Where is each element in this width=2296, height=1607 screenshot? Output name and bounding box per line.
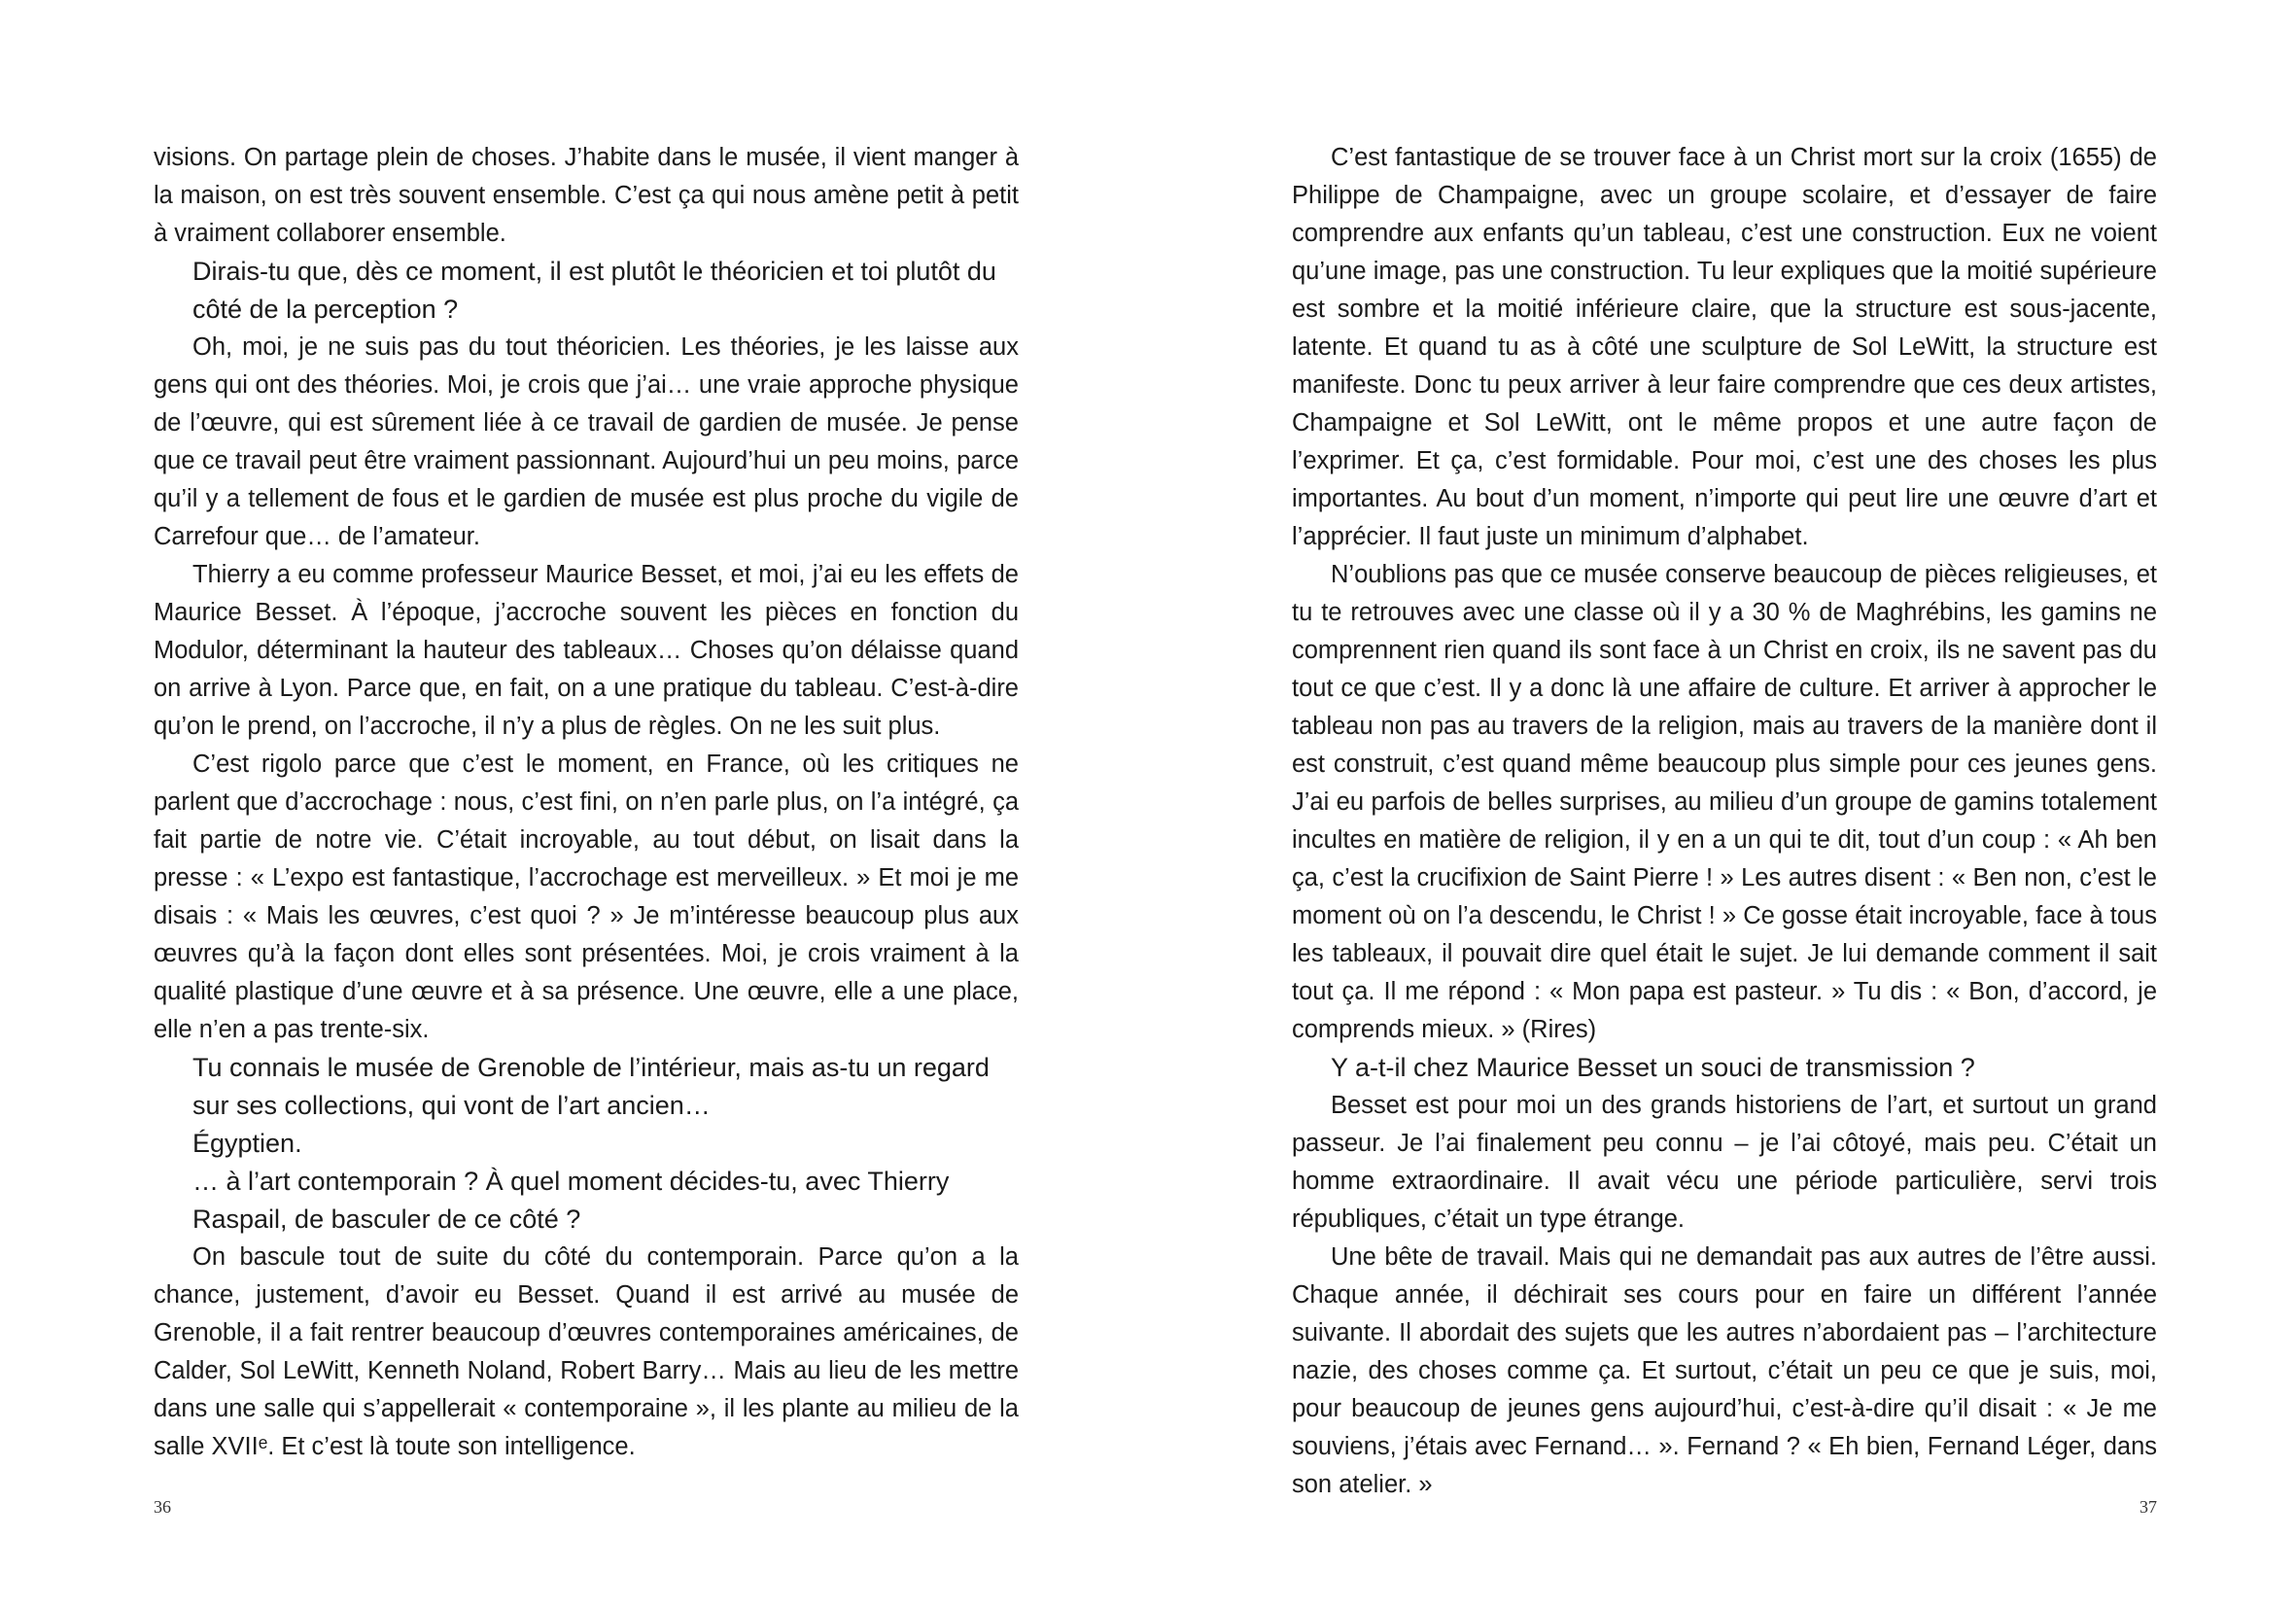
paragraph: On bascule tout de suite du côté du contemporain. Parce qu’on a la chance, justement, d’avoir eu Besset. Quand il est arrivé au musée de Grenoble, il a fait rentrer beaucoup d’œuvres contemporaines américaines, de Calder, Sol LeWitt, Kenneth Noland, Robert Barry… Mais au lieu de les mettre dans une salle qui s’appellerait « contemporaine », il les plante au milieu de la salle XVIIᵉ. Et c’est là toute son intelligence. [154, 1243, 1019, 1460]
paragraph: Une bête de travail. Mais qui ne demandait pas aux autres de l’être aussi. Chaque année, il déchirait ses cours pour en faire un différent l’année suivante. Il abordait des sujets que les autres n’abordaient pas – l’architecture nazie, des choses comme ça. Et surtout, c’était un peu ce que je suis, moi, pour beaucoup de jeunes gens aujourd’hui, c’est-à-dire qu’il disait : « Je me souviens, j’étais avec Fernand… ». Fernand ? « Eh bien, Fernand Léger, dans son atelier. » [1292, 1243, 2157, 1498]
interview-question: Dirais-tu que, dès ce moment, il est plutôt le théoricien et toi plutôt du côté de la perception ? [192, 257, 996, 324]
paragraph: Besset est pour moi un des grands historiens de l’art, et surtout un grand passeur. Je l’ai finalement peu connu – je l’ai côtoyé, mais peu. C’était un homme extraordinaire. Il avait vécu une période particulière, servi trois républiques, c’était un type étrange. [1292, 1092, 2157, 1233]
paragraph: Thierry a eu comme professeur Maurice Besset, et moi, j’ai eu les effets de Maurice Besset. À l’époque, j’accroche souvent les pièces en fonction du Modulor, déterminant la hauteur des tableaux… Choses qu’on délaisse quand on arrive à Lyon. Parce que, en fait, on a une pratique du tableau. C’est-à-dire qu’on le prend, on l’accroche, il n’y a plus de règles. On ne les suit plus. [154, 561, 1019, 740]
paragraph: C’est rigolo parce que c’est le moment, en France, où les critiques ne parlent que d’accrochage : nous, c’est fini, on n’en parle plus, on l’a intégré, ça fait partie de notre vie. C’était incroyable, au tout début, on lisait dans la presse : « L’expo est fantastique, l’accrochage est merveilleux. » Et moi je me disais : « Mais les œuvres, c’est quoi ? » Je m’intéresse beaucoup plus aux œuvres qu’à la façon dont elles sont présentées. Moi, je crois vraiment à la qualité plastique d’une œuvre et à sa présence. Une œuvre, elle a une place, elle n’en a pas trente-six. [154, 751, 1019, 1043]
right-page-text [1292, 139, 2157, 1504]
paragraph: Oh, moi, je ne suis pas du tout théoricien. Les théories, je les laisse aux gens qui ont des théories. Moi, je crois que j’ai… une vraie approche physique de l’œuvre, qui est sûrement liée à ce travail de gardien de musée. Je pense que ce travail peut être vraiment passionnant. Aujourd’hui un peu moins, parce qu’il y a tellement de fous et le gardien de musée est plus proche du vigile de Carrefour que… de l’amateur. [154, 333, 1019, 550]
right-page [1148, 0, 2296, 1607]
left-page-text [154, 139, 1019, 1466]
page-number: 37 [2139, 1497, 2157, 1517]
interview-question: Tu connais le musée de Grenoble de l’intérieur, mais as-tu un regard sur ses collections, qui vont de l’art ancien… [192, 1053, 990, 1120]
interview-answer-short: Égyptien. [192, 1129, 302, 1158]
interview-question: … à l’art contemporain ? À quel moment décides-tu, avec Thierry Raspail, de basculer de ce côté ? [192, 1167, 950, 1234]
page-number: 36 [154, 1497, 171, 1517]
paragraph: C’est fantastique de se trouver face à un Christ mort sur la croix (1655) de Philippe de Champaigne, avec un groupe scolaire, et d’essayer de faire comprendre aux enfants qu’un tableau, c’est une construction. Eux ne voient qu’une image, pas une construction. Tu leur expliques que la moitié supérieure est sombre et la moitié inférieure claire, que la structure est sous-jacente, latente. Et quand tu as à côté une sculpture de Sol LeWitt, la structure est manifeste. Donc tu peux arriver à leur faire comprendre que ces deux artistes, Champaigne et Sol LeWitt, ont le même propos et une autre façon de l’exprimer. Et ça, c’est formidable. Pour moi, c’est une des choses les plus importantes. Au bout d’un moment, n’importe qui peut lire une œuvre d’art et l’apprécier. Il faut juste un minimum d’alphabet. [1292, 144, 2157, 550]
paragraph: N’oublions pas que ce musée conserve beaucoup de pièces religieuses, et tu te retrouves avec une classe où il y a 30 % de Maghrébins, les gamins ne comprennent rien quand ils sont face à un Christ en croix, ils ne savent pas du tout ce que c’est. Il y a donc là une affaire de culture. Et arriver à approcher le tableau non pas au travers de la religion, mais au travers de la manière dont il est construit, c’est quand même beaucoup plus simple pour ces jeunes gens. J’ai eu parfois de belles surprises, au milieu d’un groupe de gamins totalement incultes en matière de religion, il y en a un qui te dit, tout d’un coup : « Ah ben ça, c’est la crucifixion de Saint Pierre ! » Les autres disent : « Ben non, c’est le moment où on l’a descendu, le Christ ! » Ce gosse était incroyable, face à tous les tableaux, il pouvait dire quel était le sujet. Je lui demande comment il sait tout ça. Il me répond : « Mon papa est pasteur. » Tu dis : « Bon, d’accord, je comprends mieux. » (Rires) [1292, 561, 2157, 1043]
interview-question: Y a-t-il chez Maurice Besset un souci de transmission ? [1331, 1053, 1975, 1082]
paragraph: visions. On partage plein de choses. J’habite dans le musée, il vient manger à la maison, on est très souvent ensemble. C’est ça qui nous amène petit à petit à vraiment collaborer ensemble. [154, 144, 1019, 247]
